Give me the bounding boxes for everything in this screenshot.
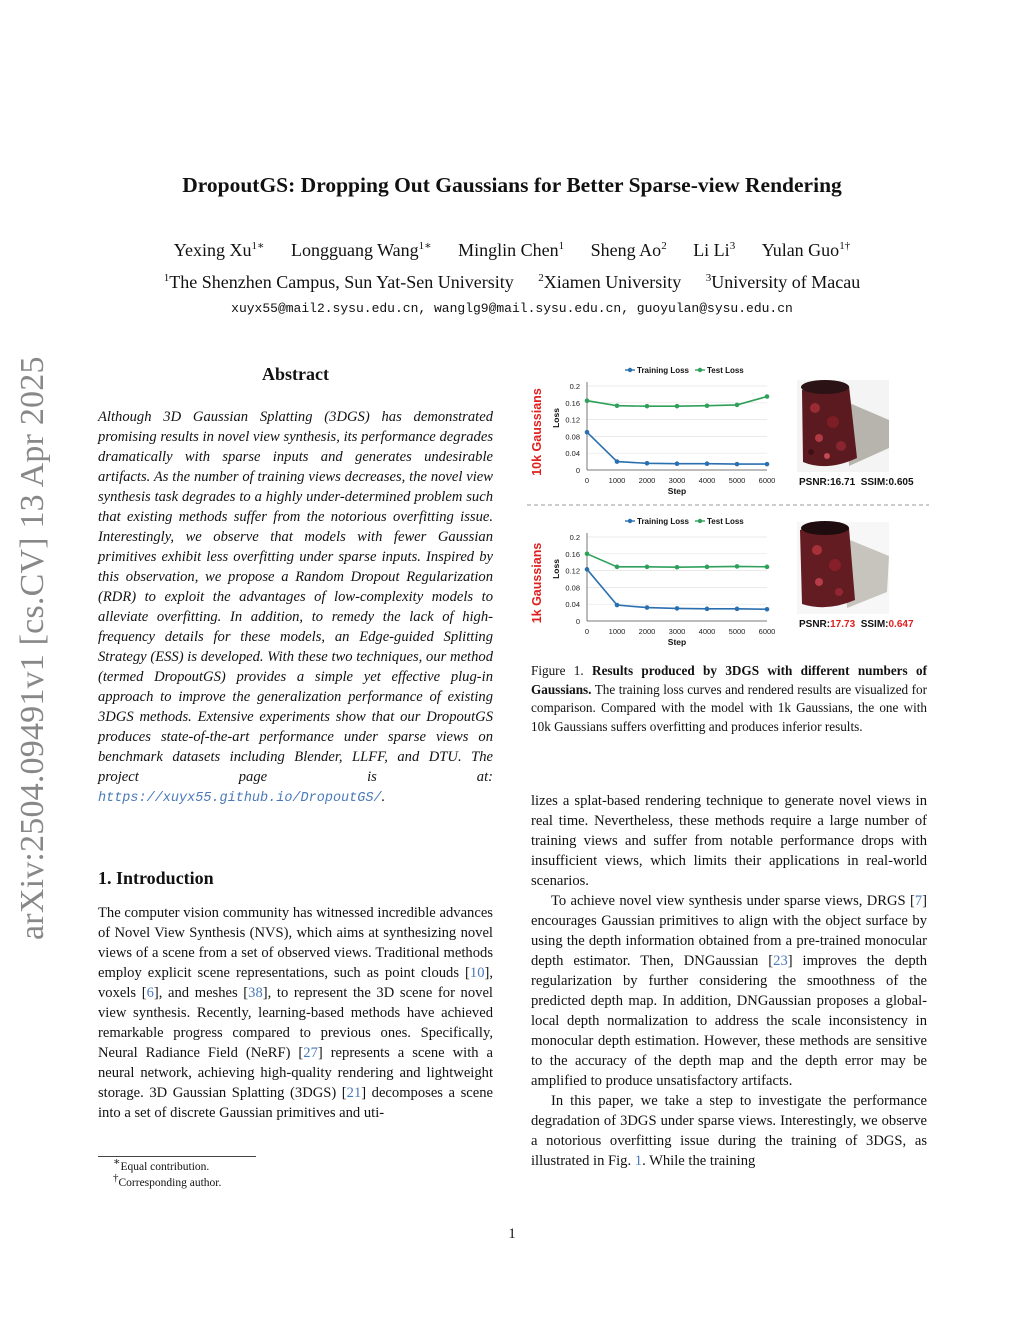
data-point <box>675 565 680 570</box>
y-tick-label: 0.04 <box>565 600 580 610</box>
citation-link[interactable]: 23 <box>773 953 788 969</box>
data-point <box>675 404 680 409</box>
data-point <box>585 430 590 435</box>
intro-paragraph: The computer vision community has witnessed incredible advances of Novel View Synthesis (NVS), which aims at synthesizing novel views of a scene from a set of observed views. Traditional methods employ explicit scene representations, such as point clouds [10], voxels [6], and meshes [38], to represent the 3D scene for novel view synthesis. Recently, learning-based methods have achieved remarkable progress compared to previous ones. Specifically, Neural Radiance Field (NeRF) [27] represents a scene with a neural network, achieving high-quality rendering and lightweight storage. 3D Gaussian Splatting (3DGS) [21] decomposes a scene into a set of discrete Gaussian primitives and uti- <box>98 905 493 1121</box>
y-axis-label: Loss <box>551 408 561 428</box>
data-point <box>765 394 770 399</box>
data-point <box>735 403 740 408</box>
x-tick-label: 3000 <box>668 627 686 636</box>
y-axis-label: Loss <box>551 559 561 579</box>
metrics-1k: PSNR:17.73 SSIM:0.647 <box>799 619 914 630</box>
legend-marker <box>628 368 632 372</box>
section-heading-introduction: 1. Introduction <box>98 868 214 888</box>
y-tick-label: 0.2 <box>569 382 580 391</box>
data-point <box>735 462 740 467</box>
citation-link[interactable]: 7 <box>914 893 923 909</box>
y-tick-label: 0.12 <box>565 415 580 425</box>
data-point <box>735 564 740 569</box>
y-tick-label: 0.08 <box>565 432 580 442</box>
data-point <box>615 403 620 408</box>
right-column-text <box>531 791 927 1171</box>
legend-marker <box>628 519 632 523</box>
y-tick-label: 0.12 <box>565 566 580 576</box>
series-line-training-loss <box>587 432 767 464</box>
abstract-text: Although 3D Gaussian Splatting (3DGS) has demonstrated promising results in novel view synthesis, its performance degrades dramatically with sparse inputs and generates undesirable artifacts. As the number of training views decreases, the novel view synthesis task degrades to a highly under-determined problem such that existing methods suffer from the notorious overfitting issue. Interestingly, we observe that models with fewer Gaussian primitives exhibit less overfitting under sparse inputs. Inspired by this observation, we propose a Random Dropout Regularization (RDR) to exploit the advantages of low-complexity models to alleviate overfitting. In addition, to remedy the lack of high-frequency details for these models, an Edge-guided Splitting Strategy (ESS) is developed. With these two techniques, our method (termed DropoutGS) provides a simple yet effective plug-in approach to improve the generalization performance of existing 3DGS methods. Extensive experiments show that our DropoutGS produces state-of-the-art performance under sparse views on benchmark datasets including Blender, LLFF, and DTU. The project page is at: https://xuyx55.github.io/DropoutGS/. <box>98 409 493 806</box>
legend-label: Training Loss <box>637 366 690 375</box>
legend-label: Test Loss <box>707 366 744 375</box>
citation-link[interactable]: 21 <box>346 1085 362 1101</box>
x-tick-label: 4000 <box>698 627 716 636</box>
abstract-heading: Abstract <box>262 364 329 384</box>
project-page-link[interactable]: https://xuyx55.github.io/DropoutGS/ <box>98 791 382 806</box>
y-tick-label: 0.2 <box>569 533 580 542</box>
paragraph: lizes a splat-based rendering technique to generate novel views in real time. Nevertheless, these methods require a large number of training views and suffer from notable performance drops with insufficient views, which limits their applications in real-world scenarios. <box>531 793 927 889</box>
x-tick-label: 4000 <box>698 476 716 485</box>
rendered-image-1k <box>797 521 889 614</box>
series-line-training-loss <box>587 569 767 609</box>
affiliation: $^3$University of Macau <box>705 272 861 292</box>
x-axis-label: Step <box>667 486 687 496</box>
author: Li Li$^3$ <box>693 240 736 260</box>
x-tick-label: 5000 <box>728 627 746 636</box>
data-point <box>645 404 650 409</box>
footnote-rule <box>98 1156 256 1157</box>
figure-1 <box>527 360 929 650</box>
data-point <box>585 552 590 557</box>
citation-link[interactable]: 6 <box>146 985 154 1001</box>
citation-link[interactable]: 10 <box>469 965 485 981</box>
figure-1-caption: Figure 1. Results produced by 3DGS with different numbers of Gaussians. The training loss curves and rendered results are visualized for comparison. Compared with the model with 1k Gaussians, the one with 10k Gaussians suffers overfitting and produces inferior results. <box>531 663 928 734</box>
footnote: ∗Equal contribution. <box>113 1156 210 1173</box>
x-axis-label: Step <box>667 637 687 647</box>
legend-label: Test Loss <box>707 517 744 526</box>
data-point <box>645 605 650 610</box>
x-tick-label: 6000 <box>758 476 776 485</box>
x-tick-label: 2000 <box>638 476 656 485</box>
author: Yulan Guo$^{1\dagger}$ <box>761 240 851 260</box>
x-tick-label: 3000 <box>668 476 686 485</box>
arxiv-identifier: arXiv:2504.09491v1 [cs.CV] 13 Apr 2025 <box>14 356 51 940</box>
data-point <box>675 606 680 611</box>
y-tick-label: 0.16 <box>565 398 580 408</box>
x-tick-label: 0 <box>584 627 590 636</box>
chart-side-label: 1k Gaussians <box>530 542 544 624</box>
data-point <box>645 461 650 466</box>
y-tick-label: 0.16 <box>565 549 580 559</box>
data-point <box>645 565 650 570</box>
chart-side-label: 10k Gaussians <box>530 388 544 476</box>
data-point <box>705 461 710 466</box>
x-tick-label: 1000 <box>608 627 626 636</box>
y-tick-label: 0.08 <box>565 583 580 593</box>
paper-title: DropoutGS: Dropping Out Gaussians for Better Sparse-view Rendering <box>182 173 842 197</box>
affiliation-list <box>0 272 1024 293</box>
x-tick-label: 2000 <box>638 627 656 636</box>
metrics-10k: PSNR:16.71 SSIM:0.605 <box>799 477 914 488</box>
affiliation: $^2$Xiamen University <box>538 272 682 292</box>
legend-marker <box>698 368 702 372</box>
legend-label: Training Loss <box>637 517 690 526</box>
loss-chart-1k <box>530 517 775 647</box>
y-tick-label: 0 <box>575 466 580 475</box>
data-point <box>705 403 710 408</box>
author: Minglin Chen$^1$ <box>458 240 565 260</box>
figure-1-svg <box>527 360 929 650</box>
figure-reference-link[interactable]: 1 <box>634 1153 643 1169</box>
page-number: 1 <box>508 1226 516 1242</box>
author-list <box>0 240 1024 261</box>
rendered-image-10k <box>797 380 889 472</box>
data-point <box>585 398 590 403</box>
x-tick-label: 5000 <box>728 476 746 485</box>
data-point <box>765 462 770 467</box>
author-emails: xuyx55@mail2.sysu.edu.cn, wanglg9@mail.sysu.edu.cn, guoyulan@sysu.edu.cn <box>231 301 793 316</box>
author: Longguang Wang$^{1∗}$ <box>290 240 432 260</box>
footnote: †Corresponding author. <box>113 1172 222 1189</box>
x-tick-label: 6000 <box>758 627 776 636</box>
data-point <box>735 607 740 612</box>
data-point <box>705 607 710 612</box>
data-point <box>705 565 710 570</box>
legend-marker <box>698 519 702 523</box>
data-point <box>615 603 620 608</box>
author: Sheng Ao$^2$ <box>590 240 667 260</box>
citation-link[interactable]: 38 <box>248 985 263 1001</box>
x-tick-label: 0 <box>584 476 590 485</box>
data-point <box>675 461 680 466</box>
y-tick-label: 0.04 <box>565 449 580 459</box>
affiliation: $^1$The Shenzhen Campus, Sun Yat-Sen University <box>163 272 514 292</box>
citation-link[interactable]: 27 <box>303 1045 318 1061</box>
data-point <box>615 565 620 570</box>
y-tick-label: 0 <box>575 617 580 626</box>
paragraph: In this paper, we take a step to investigate the performance degradation of 3DGS under sparse views. Interestingly, we observe a notorious overfitting issue during the training of 3DGS, as illustrated in Fig. 1. While the training <box>531 1093 927 1169</box>
author: Yexing $Xu^{1∗}$ <box>173 240 265 260</box>
paragraph: To achieve novel view synthesis under sparse views, DRGS [7] encourages Gaussian primitives to align with the object surface by using the depth information obtained from a pre-trained monocular depth estimator. Then, DNGaussian [23] improves the depth regularization by further considering the smoothness of the predicted depth map. In addition, DNGaussian proposes a global-local depth normalization to address the scale inconsistency in monocular depth estimation. However, these methods are sensitive to the accuracy of the depth map and the depth error may be amplified to produce unsatisfactory artifacts. <box>531 893 927 1089</box>
data-point <box>765 607 770 612</box>
data-point <box>765 565 770 570</box>
loss-chart-10k <box>530 366 775 496</box>
x-tick-label: 1000 <box>608 476 626 485</box>
data-point <box>585 567 590 572</box>
data-point <box>615 459 620 464</box>
